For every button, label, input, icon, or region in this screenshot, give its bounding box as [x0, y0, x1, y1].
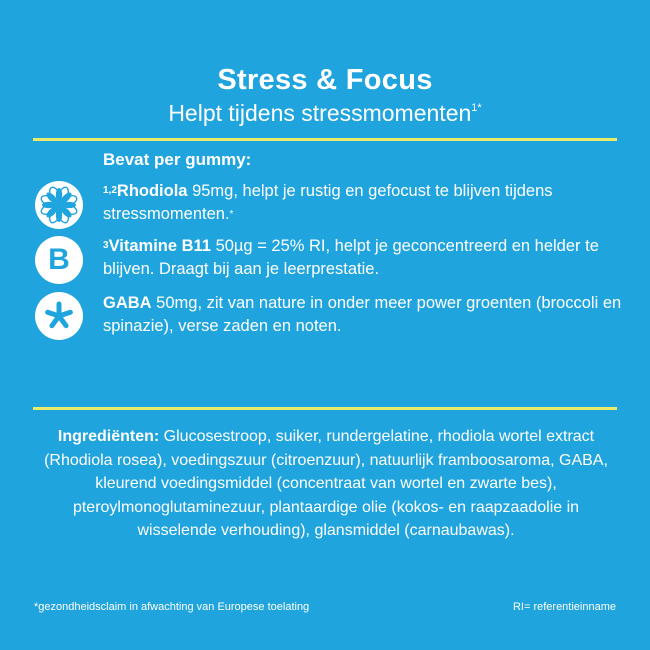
- page-subtitle: [0, 100, 650, 127]
- ingredient-item-rhodiola: [103, 180, 623, 226]
- ingredients-label: Ingrediënten:: [57, 428, 160, 445]
- ingredient-item-gaba: [103, 292, 623, 338]
- subtitle-mark: 1*: [471, 102, 482, 114]
- ingredient-item-vitamine-b11: [103, 235, 623, 281]
- item-text: 50µg = 25% RI, helpt je geconcentreerd en helder te blijven. Draagt bij aan je leerprestatie.: [103, 237, 599, 278]
- item-sup: 1,2: [103, 185, 117, 196]
- bottom-divider: [33, 407, 617, 410]
- asterisk-icon: [35, 292, 83, 340]
- item-name: Rhodiola: [116, 182, 188, 200]
- item-text: 50mg, zit van nature in onder meer power groenten (broccoli en spinazie), verse zaden en noten.: [103, 294, 622, 335]
- ingredients-text: Glucosestroop, suiker, rundergelatine, rhodiola wortel extract (Rhodiola rosea), voedingszuur (citroenzuur), natuurlijk framboosaroma, GABA, kleurend voedingsmiddel (concentraat van wortel en zwarte bes), pteroylmonoglutaminezuur, plantaardige olie (kokos- en raapzaadolie in wisselende verhouding), glansmiddel (carnaubawas).: [44, 428, 608, 539]
- page-title: Stress & Focus: [217, 64, 433, 96]
- item-sup: 3: [103, 240, 109, 251]
- letter-b-text: B: [48, 243, 70, 276]
- top-divider: [33, 138, 617, 141]
- flower-icon: [35, 181, 83, 229]
- contains-label: Bevat per gummy:: [103, 150, 252, 169]
- subtitle-text: Helpt tijdens stressmomenten: [168, 100, 472, 126]
- item-text: 95mg, helpt je rustig en gefocust te blijven tijdens stressmomenten.: [103, 182, 553, 223]
- ri-footnote: RI= referentieinname: [512, 601, 616, 613]
- item-name: GABA: [103, 294, 152, 312]
- item-mark: *: [229, 209, 234, 220]
- letter-b-icon: [35, 236, 83, 284]
- item-name: Vitamine B11: [108, 237, 211, 255]
- health-claim-footnote: *gezondheidsclaim in afwachting van Europese toelating: [34, 601, 310, 613]
- ingredients-list: [38, 425, 614, 543]
